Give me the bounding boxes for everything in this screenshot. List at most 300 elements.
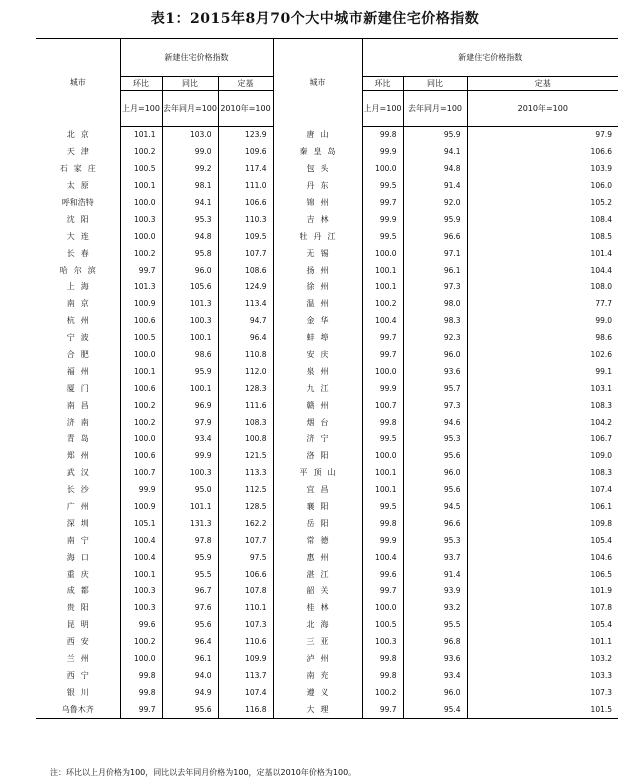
fixed-cell: 110.1	[218, 600, 273, 617]
yoy-cell: 97.9	[162, 414, 218, 431]
mom-cell: 99.7	[362, 583, 403, 600]
city-cell: 银川	[66, 687, 95, 697]
city-cell: 沈阳	[66, 214, 95, 224]
yoy-cell: 96.4	[162, 634, 218, 651]
city-cell: 海口	[66, 552, 95, 562]
mom-cell: 100.7	[120, 465, 162, 482]
mom-cell: 100.1	[362, 482, 403, 499]
city-cell: 重庆	[66, 569, 95, 579]
city-cell: 南昌	[66, 400, 95, 410]
yoy-cell: 96.7	[162, 583, 218, 600]
city-cell: 洛阳	[273, 448, 362, 465]
mom-cell: 100.7	[362, 397, 403, 414]
city-cell: 丹东	[273, 178, 362, 195]
mom-cell: 100.5	[120, 330, 162, 347]
fixed-cell: 123.9	[218, 127, 273, 144]
table-row	[36, 245, 618, 262]
yoy-cell: 98.6	[162, 347, 218, 364]
city-cell: 徐州	[273, 279, 362, 296]
mom-cell: 100.4	[362, 549, 403, 566]
fixed-cell: 111.0	[218, 178, 273, 195]
mom-cell: 100.2	[120, 634, 162, 651]
city-cell: 秦皇岛	[273, 144, 362, 161]
city-cell: 太原	[66, 181, 95, 191]
fixed-cell: 113.3	[218, 465, 273, 482]
fixed-cell: 108.5	[467, 228, 618, 245]
city-cell: 蚌埠	[273, 330, 362, 347]
fixed-cell: 162.2	[218, 515, 273, 532]
fixed-cell: 104.6	[467, 549, 618, 566]
fixed-cell: 101.5	[467, 701, 618, 718]
fixed-cell: 107.4	[467, 482, 618, 499]
fixed-cell: 113.7	[218, 668, 273, 685]
fixed-cell: 107.7	[218, 532, 273, 549]
mom-cell: 99.9	[362, 532, 403, 549]
city-cell: 北海	[273, 617, 362, 634]
table-row	[36, 482, 618, 499]
fixed-cell: 112.5	[218, 482, 273, 499]
mom-cell: 100.3	[120, 583, 162, 600]
fixed-cell: 101.4	[467, 245, 618, 262]
fixed-cell: 109.0	[467, 448, 618, 465]
yoy-cell: 93.4	[403, 668, 467, 685]
yoy-cell: 94.0	[162, 668, 218, 685]
mom-cell: 99.5	[362, 499, 403, 516]
fixed-cell: 100.8	[218, 431, 273, 448]
yoy-cell: 95.0	[162, 482, 218, 499]
mom-cell: 99.8	[362, 127, 403, 144]
yoy-cell: 96.9	[162, 397, 218, 414]
table-row	[36, 262, 618, 279]
yoy-cell: 97.1	[403, 245, 467, 262]
city-cell: 济南	[66, 417, 95, 427]
mom-cell: 99.7	[120, 701, 162, 718]
yoy-cell: 92.3	[403, 330, 467, 347]
mom-cell: 99.8	[362, 515, 403, 532]
table-row	[36, 600, 618, 617]
mom-cell: 99.7	[362, 701, 403, 718]
city-header-right: 城市	[273, 39, 362, 127]
yoy-cell: 96.0	[162, 262, 218, 279]
yoy-cell: 96.0	[403, 465, 467, 482]
yoy-cell: 94.8	[403, 161, 467, 178]
mom-cell: 99.9	[120, 482, 162, 499]
mom-cell: 100.3	[120, 211, 162, 228]
yoy-cell: 95.9	[162, 363, 218, 380]
yoy-cell: 96.1	[162, 651, 218, 668]
mom-cell: 100.0	[120, 228, 162, 245]
yoy-cell: 98.3	[403, 313, 467, 330]
mom-cell: 105.1	[120, 515, 162, 532]
table-row	[36, 634, 618, 651]
city-cell: 泉州	[273, 363, 362, 380]
yoy-cell: 95.6	[162, 701, 218, 718]
table-row	[36, 279, 618, 296]
yoy-cell: 99.0	[162, 144, 218, 161]
mom-cell: 99.5	[362, 178, 403, 195]
mom-cell: 100.4	[120, 532, 162, 549]
table-row	[36, 448, 618, 465]
fixed-cell: 116.8	[218, 701, 273, 718]
city-cell: 北京	[66, 130, 95, 140]
fixed-header-right: 定基	[467, 77, 618, 91]
city-cell: 大连	[66, 231, 95, 241]
city-cell: 锦州	[273, 195, 362, 212]
mom-cell: 100.6	[120, 380, 162, 397]
city-cell: 合肥	[66, 350, 95, 360]
table-row	[36, 583, 618, 600]
yoy-cell: 100.1	[162, 330, 218, 347]
mom-cell: 99.8	[362, 414, 403, 431]
yoy-cell: 97.3	[403, 279, 467, 296]
fixed-cell: 102.6	[467, 347, 618, 364]
mom-cell: 99.8	[362, 651, 403, 668]
yoy-cell: 95.7	[403, 380, 467, 397]
city-cell: 昆明	[66, 620, 95, 630]
city-cell: 温州	[273, 296, 362, 313]
yoy-cell: 92.0	[403, 195, 467, 212]
mom-cell: 101.3	[120, 279, 162, 296]
city-cell: 唐山	[273, 127, 362, 144]
fixed-cell: 107.3	[218, 617, 273, 634]
city-cell: 厦门	[66, 383, 95, 393]
city-cell: 桂林	[273, 600, 362, 617]
mom-cell: 100.0	[120, 347, 162, 364]
mom-cell: 100.2	[120, 245, 162, 262]
fixed-cell: 106.6	[218, 195, 273, 212]
yoy-cell: 98.1	[162, 178, 218, 195]
city-cell: 吉林	[273, 211, 362, 228]
city-cell: 烟台	[273, 414, 362, 431]
city-cell: 武汉	[66, 468, 95, 478]
yoy-cell: 96.0	[403, 684, 467, 701]
mom-cell: 99.5	[362, 431, 403, 448]
mom-cell: 100.4	[120, 549, 162, 566]
mom-cell: 100.2	[120, 144, 162, 161]
city-cell: 宁波	[66, 333, 95, 343]
yoy-cell: 95.9	[403, 127, 467, 144]
mom-cell: 100.2	[120, 414, 162, 431]
table-row	[36, 330, 618, 347]
city-cell: 济宁	[273, 431, 362, 448]
fixed-cell: 105.2	[467, 195, 618, 212]
table-row	[36, 211, 618, 228]
mom-cell: 99.7	[362, 330, 403, 347]
fixed-cell: 128.5	[218, 499, 273, 516]
city-cell: 泸州	[273, 651, 362, 668]
fixed-cell: 110.8	[218, 347, 273, 364]
city-header-left: 城市	[36, 39, 120, 127]
fixed-cell: 106.6	[218, 566, 273, 583]
city-cell: 大理	[273, 701, 362, 718]
yoy-cell: 93.2	[403, 600, 467, 617]
yoy-header-right: 同比	[403, 77, 467, 91]
mom-cell: 100.0	[120, 195, 162, 212]
index-group-header-right: 新建住宅价格指数	[362, 39, 618, 77]
table-row	[36, 668, 618, 685]
table-row	[36, 414, 618, 431]
yoy-cell: 95.5	[162, 566, 218, 583]
city-cell: 无锡	[273, 245, 362, 262]
yoy-cell: 94.8	[162, 228, 218, 245]
table-row	[36, 347, 618, 364]
city-cell: 呼和浩特	[61, 198, 94, 207]
city-cell: 包头	[273, 161, 362, 178]
fixed-cell: 104.4	[467, 262, 618, 279]
table-row	[36, 465, 618, 482]
city-cell: 西宁	[66, 670, 95, 680]
mom-cell: 99.8	[362, 668, 403, 685]
mom-cell: 100.0	[362, 161, 403, 178]
mom-cell: 99.7	[120, 262, 162, 279]
table-body	[36, 127, 618, 719]
yoy-cell: 93.7	[403, 549, 467, 566]
table-row	[36, 161, 618, 178]
city-cell: 西安	[66, 637, 95, 647]
fixed-header-left: 定基	[218, 77, 273, 91]
fixed-cell: 101.9	[467, 583, 618, 600]
fixed-cell: 124.9	[218, 279, 273, 296]
mom-cell: 100.2	[120, 397, 162, 414]
fixed-cell: 105.4	[467, 617, 618, 634]
yoy-cell: 94.1	[403, 144, 467, 161]
yoy-cell: 100.1	[162, 380, 218, 397]
yoy-cell: 101.3	[162, 296, 218, 313]
city-cell: 乌鲁木齐	[36, 701, 120, 718]
city-cell: 赣州	[273, 397, 362, 414]
yoy-cell: 95.6	[403, 448, 467, 465]
fixed-cell: 107.3	[467, 684, 618, 701]
fixed-cell: 113.4	[218, 296, 273, 313]
yoy-cell: 94.1	[162, 195, 218, 212]
fixed-cell: 94.7	[218, 313, 273, 330]
city-cell: 平顶山	[273, 465, 362, 482]
fixed-cell: 96.4	[218, 330, 273, 347]
city-cell: 南宁	[66, 535, 95, 545]
city-cell: 金华	[273, 313, 362, 330]
table-row	[36, 296, 618, 313]
yoy-cell: 131.3	[162, 515, 218, 532]
yoy-cell: 91.4	[403, 566, 467, 583]
yoy-base-left: 去年同月=100	[162, 91, 218, 127]
mom-cell: 100.1	[362, 465, 403, 482]
fixed-cell: 104.2	[467, 414, 618, 431]
fixed-cell: 107.7	[218, 245, 273, 262]
mom-cell: 99.8	[120, 684, 162, 701]
table-row	[36, 144, 618, 161]
yoy-cell: 103.0	[162, 127, 218, 144]
mom-cell: 100.0	[120, 651, 162, 668]
table-row	[36, 651, 618, 668]
yoy-cell: 105.6	[162, 279, 218, 296]
city-cell: 青岛	[66, 434, 95, 444]
mom-cell: 100.1	[362, 279, 403, 296]
mom-cell: 99.8	[120, 668, 162, 685]
fixed-cell: 109.9	[218, 651, 273, 668]
mom-header-left: 环比	[120, 77, 162, 91]
fixed-cell: 111.6	[218, 397, 273, 414]
mom-cell: 100.3	[120, 600, 162, 617]
yoy-header-left: 同比	[162, 77, 218, 91]
yoy-cell: 97.6	[162, 600, 218, 617]
city-cell: 哈尔滨	[59, 265, 102, 275]
city-cell: 长沙	[66, 485, 95, 495]
yoy-cell: 95.6	[162, 617, 218, 634]
mom-cell: 100.5	[362, 617, 403, 634]
yoy-cell: 94.6	[403, 414, 467, 431]
mom-cell: 100.2	[362, 296, 403, 313]
fixed-cell: 110.6	[218, 634, 273, 651]
table-row	[36, 363, 618, 380]
mom-cell: 99.6	[362, 566, 403, 583]
city-cell: 南充	[273, 668, 362, 685]
yoy-cell: 94.9	[162, 684, 218, 701]
yoy-cell: 93.6	[403, 651, 467, 668]
city-cell: 南京	[66, 299, 95, 309]
city-cell: 长春	[66, 248, 95, 258]
city-cell: 扬州	[273, 262, 362, 279]
fixed-cell: 109.5	[218, 228, 273, 245]
fixed-cell: 103.1	[467, 380, 618, 397]
yoy-cell: 101.1	[162, 499, 218, 516]
mom-cell: 100.0	[362, 245, 403, 262]
city-cell: 广州	[66, 502, 95, 512]
fixed-cell: 97.5	[218, 549, 273, 566]
fixed-cell: 108.4	[467, 211, 618, 228]
table-row	[36, 228, 618, 245]
fixed-cell: 105.4	[467, 532, 618, 549]
fixed-cell: 103.2	[467, 651, 618, 668]
yoy-cell: 97.3	[403, 397, 467, 414]
yoy-cell: 96.0	[403, 347, 467, 364]
mom-cell: 100.0	[362, 363, 403, 380]
fixed-cell: 121.5	[218, 448, 273, 465]
city-cell: 安庆	[273, 347, 362, 364]
mom-cell: 100.4	[362, 313, 403, 330]
fixed-cell: 106.5	[467, 566, 618, 583]
table-row	[36, 684, 618, 701]
price-index-table	[36, 38, 618, 719]
table-row	[36, 195, 618, 212]
city-cell: 宜昌	[273, 482, 362, 499]
mom-cell: 99.7	[362, 195, 403, 212]
fixed-cell: 99.0	[467, 313, 618, 330]
fixed-cell: 106.7	[467, 431, 618, 448]
fixed-cell: 103.3	[467, 668, 618, 685]
footnote: 注：环比以上月价格为100，同比以去年同月价格为100，定基以2010年价格为100。	[50, 768, 357, 777]
fixed-cell: 97.9	[467, 127, 618, 144]
yoy-cell: 99.9	[162, 448, 218, 465]
fixed-base-right: 2010年=100	[467, 91, 618, 127]
fixed-cell: 106.6	[467, 144, 618, 161]
mom-header-right: 环比	[362, 77, 403, 91]
table-row	[36, 127, 618, 144]
mom-cell: 100.9	[120, 499, 162, 516]
mom-cell: 99.9	[362, 211, 403, 228]
mom-cell: 100.0	[362, 600, 403, 617]
yoy-cell: 95.9	[403, 211, 467, 228]
fixed-cell: 108.6	[218, 262, 273, 279]
table-row	[36, 515, 618, 532]
mom-cell: 100.1	[362, 262, 403, 279]
yoy-base-right: 去年同月=100	[403, 91, 467, 127]
city-cell: 湛江	[273, 566, 362, 583]
yoy-cell: 93.4	[162, 431, 218, 448]
mom-cell: 100.9	[120, 296, 162, 313]
table-row	[36, 313, 618, 330]
city-cell: 上海	[66, 282, 95, 292]
city-cell: 贵阳	[66, 603, 95, 613]
fixed-cell: 128.3	[218, 380, 273, 397]
fixed-cell: 107.4	[218, 684, 273, 701]
city-cell: 石家庄	[59, 164, 102, 174]
city-cell: 福州	[66, 366, 95, 376]
yoy-cell: 96.8	[403, 634, 467, 651]
yoy-cell: 95.9	[162, 549, 218, 566]
mom-cell: 100.1	[120, 566, 162, 583]
mom-cell: 100.3	[362, 634, 403, 651]
city-cell: 襄阳	[273, 499, 362, 516]
yoy-cell: 96.6	[403, 515, 467, 532]
yoy-cell: 91.4	[403, 178, 467, 195]
fixed-cell: 98.6	[467, 330, 618, 347]
fixed-cell: 107.8	[467, 600, 618, 617]
fixed-cell: 112.0	[218, 363, 273, 380]
yoy-cell: 95.4	[403, 701, 467, 718]
yoy-cell: 95.6	[403, 482, 467, 499]
yoy-cell: 99.2	[162, 161, 218, 178]
fixed-cell: 106.0	[467, 178, 618, 195]
yoy-cell: 96.1	[403, 262, 467, 279]
mom-base-left: 上月=100	[120, 91, 162, 127]
table-row	[36, 397, 618, 414]
yoy-cell: 95.5	[403, 617, 467, 634]
yoy-cell: 95.3	[403, 431, 467, 448]
mom-cell: 100.2	[362, 684, 403, 701]
fixed-cell: 108.3	[218, 414, 273, 431]
city-cell: 常德	[273, 532, 362, 549]
yoy-cell: 100.3	[162, 465, 218, 482]
fixed-cell: 103.9	[467, 161, 618, 178]
yoy-cell: 94.5	[403, 499, 467, 516]
mom-cell: 100.1	[120, 178, 162, 195]
yoy-cell: 93.6	[403, 363, 467, 380]
fixed-cell: 117.4	[218, 161, 273, 178]
table-row	[36, 566, 618, 583]
table-row	[36, 701, 618, 718]
fixed-cell: 108.0	[467, 279, 618, 296]
table-row	[36, 532, 618, 549]
city-cell: 天津	[66, 147, 95, 157]
city-cell: 九江	[273, 380, 362, 397]
table-row	[36, 431, 618, 448]
mom-cell: 100.0	[120, 431, 162, 448]
table-row	[36, 380, 618, 397]
mom-cell: 100.1	[120, 363, 162, 380]
city-cell: 牡丹江	[273, 228, 362, 245]
index-group-header-left: 新建住宅价格指数	[120, 39, 273, 77]
fixed-cell: 101.1	[467, 634, 618, 651]
mom-base-right: 上月=100	[362, 91, 403, 127]
city-cell: 遵义	[273, 684, 362, 701]
city-cell: 深圳	[66, 518, 95, 528]
yoy-cell: 98.0	[403, 296, 467, 313]
city-cell: 岳阳	[273, 515, 362, 532]
fixed-cell: 109.8	[467, 515, 618, 532]
city-cell: 韶关	[273, 583, 362, 600]
fixed-cell: 77.7	[467, 296, 618, 313]
table-row	[36, 549, 618, 566]
